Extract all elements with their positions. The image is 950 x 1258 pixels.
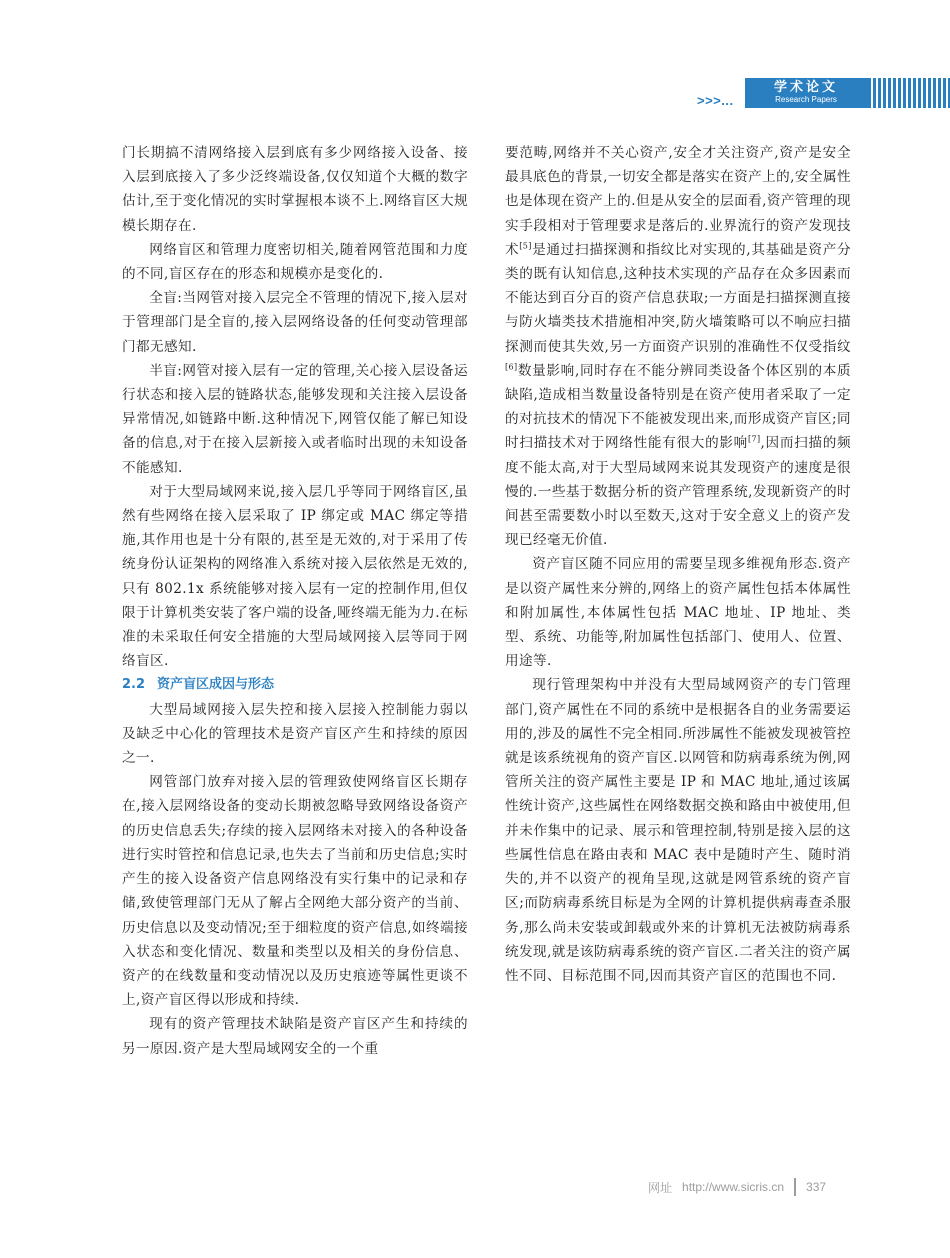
paragraph: 大型局域网接入层失控和接入层接入控制能力弱以及缺乏中心化的管理技术是资产盲区产生和持续的原因之一.: [122, 701, 468, 767]
footer-divider: [794, 1178, 796, 1196]
section-heading: [122, 673, 468, 697]
banner-title-cn: 学术论文: [773, 80, 838, 95]
banner-title-en: Research Papers: [775, 95, 837, 104]
paragraph: 网管部门放弃对接入层的管理致使网络盲区长期存在,接入层网络设备的变动长期被忽略导致网络设备资产的历史信息丢失;存续的接入层网络未对接入的各种设备进行实时管控和信息记录,也失去了当前和历史信息;实时产生的接入设备资产信息网络没有实行集中的记录和存储,致使管理部门无从了解占全网绝大部分资产的当前、历史信息以及变动情况;至于细粒度的资产信息,如终端接入状态和变化情况、数量和类型以及相关的身份信息、资产的在线数量和变动情况以及历史痕迹等属性更谈不上,资产盲区得以形成和持续.: [122, 774, 468, 1009]
paragraph: 全盲:当网管对接入层完全不管理的情况下,接入层对于管理部门是全盲的,接入层网络设备的任何变动管理部门都无感知.: [122, 290, 468, 355]
page-number: 337: [806, 1180, 827, 1194]
header-arrows: >>>...: [697, 93, 734, 108]
paragraph: 门长期搞不清网络接入层到底有多少网络接入设备、接入层到底接入了多少泛终端设备,仅仅知道个大概的数字估计,至于变化情况的实时掌握根本谈不上.网络盲区大规模长期存在.: [122, 145, 468, 234]
text-run: 数量影响,同时存在不能分辨同类设备个体区别的本质缺陷,造成相当数量设备特别是在资产使用者采取了一定的对抗技术的情况下不能被发现出来,而形成资产盲区;同时扫描技术对于网络性能有很大的影响: [505, 362, 851, 452]
footer-label: 网址: [648, 1180, 673, 1195]
left-column: [122, 141, 468, 1061]
citation: [6]: [505, 362, 518, 372]
paragraph: 网络盲区和管理力度密切相关,随着网管范围和力度的不同,盲区存在的形态和规模亦是变化的.: [122, 241, 468, 283]
right-column: [505, 141, 851, 988]
banner-stripes: [871, 78, 950, 108]
citation: [5]: [519, 241, 532, 251]
section-banner: [745, 78, 950, 108]
paragraph: 资产盲区随不同应用的需要呈现多维视角形态.资产是以资产属性来分辨的,网络上的资产属性包括本体属性和附加属性,本体属性包括 MAC 地址、IP 地址、类型、系统、功能等,附加属性包括部门、使用人、位置、用途等.: [505, 556, 851, 670]
citation: [7]: [747, 434, 761, 444]
section-number: 2.2: [122, 677, 146, 693]
paragraph: 现行管理架构中并没有大型局域网资产的专门管理部门,资产属性在不同的系统中是根据各自的业务需要运用的,涉及的属性不完全相同.所涉属性不能被发现被管控就是该系统视角的资产盲区.以网管和防病毒系统为例,网管所关注的资产属性主要是 IP 和 MAC 地址,通过该属性统计资产,这些属性在网络数据交换和路由中被使用,但并未作集中的记录、展示和管理控制,特别是接入层的这些属性信息在路由表和 MAC 表中是随时产生、随时消失的,并不以资产的视角呈现,这就是网管系统的资产盲区;而防病毒系统目标是为全网的计算机提供病毒查杀服务,那么尚未安装或卸载或外来的计算机无法被防病毒系统发现,就是该防病毒系统的资产盲区.二者关注的资产属性不同、目标范围不同,因而其资产盲区的范围也不同.: [505, 677, 851, 984]
paragraph: 半盲:网管对接入层有一定的管理,关心接入层设备运行状态和接入层的链路状态,能够发现和关注接入层设备异常情况,如链路中断.这种情况下,网管仅能了解已知设备的信息,对于在接入层新接入或者临时出现的未知设备不能感知.: [122, 362, 468, 476]
text-run: 是通过扫描探测和指纹比对实现的,其基础是资产分类的既有认知信息,这种技术实现的产品存在众多因素而不能达到百分百的资产信息获取;一方面是扫描探测直接与防火墙类技术措施相冲突,防火墙策略可以不响应扫描探测而使其失效,另一方面资产识别的准确性不仅受指纹: [505, 241, 851, 355]
footer-url: http://www.sicris.cn: [682, 1180, 785, 1194]
section-title: 资产盲区成因与形态: [157, 677, 275, 693]
banner-text: [745, 81, 867, 105]
paragraph: 现有的资产管理技术缺陷是资产盲区产生和持续的另一原因.资产是大型局域网安全的一个重: [122, 1016, 468, 1057]
paragraph: [505, 141, 851, 552]
page-footer: [648, 1177, 826, 1197]
text-run: ,因而扫描的频度不能太高,对于大型局域网来说其发现资产的速度是很慢的.一些基于数据分析的资产管理系统,发现新资产的时间甚至需要数小时以至数天,这对于安全意义上的资产发现已经毫无价值.: [505, 435, 851, 549]
paragraph: 对于大型局域网来说,接入层几乎等同于网络盲区,虽然有些网络在接入层采取了 IP 绑定或 MAC 绑定等措施,其作用也是十分有限的,甚至是无效的,对于采用了传统身份认证架构的网络准入系统对接入层依然是无效的,只有 802.1x 系统能够对接入层有一定的控制作用,但仅限于计算机类安装了客户端的设备,哑终端无能为力.在标准的未采取任何安全措施的大型局域网接入层等同于网络盲区.: [122, 483, 468, 670]
text-run: 要范畴,网络并不关心资产,安全才关注资产,资产是安全最具底色的背景,一切安全都是落实在资产上的,安全属性也是体现在资产上的.但是从安全的层面看,资产管理的现实手段相对于管理要求是落后的.业界流行的资产发现技术: [505, 145, 851, 258]
